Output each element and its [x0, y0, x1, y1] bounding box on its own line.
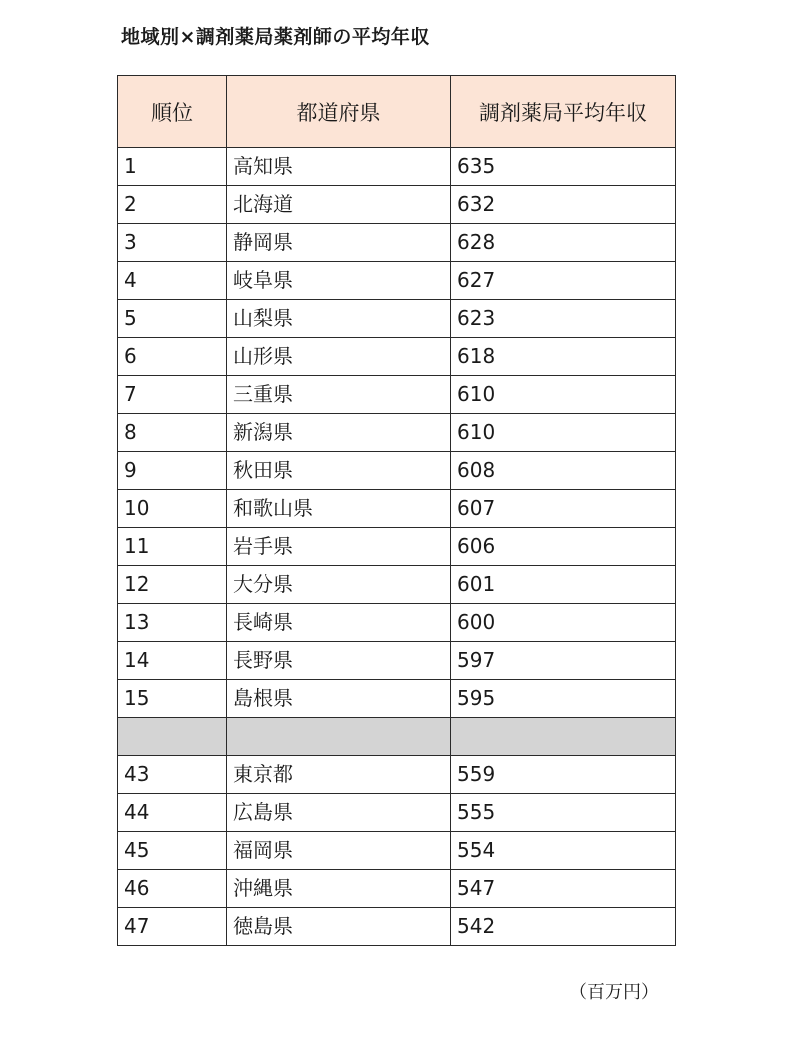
prefecture-cell: 東京都 — [227, 756, 451, 794]
rank-cell: 9 — [118, 452, 227, 490]
table-row — [118, 224, 676, 262]
table-row — [118, 756, 676, 794]
salary-cell: 555 — [451, 794, 676, 832]
prefecture-cell: 大分県 — [227, 566, 451, 604]
prefecture-cell: 長崎県 — [227, 604, 451, 642]
table-row — [118, 338, 676, 376]
prefecture-cell: 山梨県 — [227, 300, 451, 338]
salary-ranking-table — [117, 75, 676, 946]
prefecture-cell: 福岡県 — [227, 832, 451, 870]
table-row — [118, 642, 676, 680]
salary-cell: 627 — [451, 262, 676, 300]
table-row — [118, 452, 676, 490]
prefecture-cell: 沖縄県 — [227, 870, 451, 908]
rank-cell: 10 — [118, 490, 227, 528]
rank-cell: 4 — [118, 262, 227, 300]
rank-cell: 47 — [118, 908, 227, 946]
separator-cell — [227, 718, 451, 756]
table-row — [118, 376, 676, 414]
table-row — [118, 680, 676, 718]
prefecture-cell: 秋田県 — [227, 452, 451, 490]
rank-cell: 14 — [118, 642, 227, 680]
rank-cell: 11 — [118, 528, 227, 566]
salary-cell: 559 — [451, 756, 676, 794]
salary-cell: 632 — [451, 186, 676, 224]
table-row — [118, 300, 676, 338]
table-row — [118, 262, 676, 300]
prefecture-cell: 広島県 — [227, 794, 451, 832]
salary-cell: 635 — [451, 148, 676, 186]
prefecture-cell: 島根県 — [227, 680, 451, 718]
salary-cell: 600 — [451, 604, 676, 642]
salary-cell: 597 — [451, 642, 676, 680]
prefecture-cell: 岩手県 — [227, 528, 451, 566]
rank-cell: 44 — [118, 794, 227, 832]
separator-cell — [451, 718, 676, 756]
rank-cell: 2 — [118, 186, 227, 224]
salary-cell: 554 — [451, 832, 676, 870]
unit-note: （百万円） — [569, 982, 659, 1003]
salary-cell: 610 — [451, 414, 676, 452]
table-row — [118, 148, 676, 186]
rank-cell: 7 — [118, 376, 227, 414]
salary-cell: 623 — [451, 300, 676, 338]
table-row — [118, 566, 676, 604]
prefecture-cell: 高知県 — [227, 148, 451, 186]
table-row — [118, 794, 676, 832]
salary-cell: 610 — [451, 376, 676, 414]
separator-cell — [118, 718, 227, 756]
salary-cell: 601 — [451, 566, 676, 604]
salary-cell: 618 — [451, 338, 676, 376]
column-header-salary: 調剤薬局平均年収 — [451, 76, 676, 148]
prefecture-cell: 三重県 — [227, 376, 451, 414]
rank-cell: 6 — [118, 338, 227, 376]
separator-row — [118, 718, 676, 756]
rank-cell: 5 — [118, 300, 227, 338]
prefecture-cell: 静岡県 — [227, 224, 451, 262]
prefecture-cell: 北海道 — [227, 186, 451, 224]
salary-cell: 542 — [451, 908, 676, 946]
page-title: 地域別×調剤薬局薬剤師の平均年収 — [121, 26, 430, 48]
rank-cell: 15 — [118, 680, 227, 718]
salary-cell: 607 — [451, 490, 676, 528]
salary-cell: 595 — [451, 680, 676, 718]
salary-cell: 606 — [451, 528, 676, 566]
salary-cell: 628 — [451, 224, 676, 262]
prefecture-cell: 徳島県 — [227, 908, 451, 946]
rank-cell: 43 — [118, 756, 227, 794]
rank-cell: 3 — [118, 224, 227, 262]
rank-cell: 45 — [118, 832, 227, 870]
table-row — [118, 870, 676, 908]
salary-cell: 608 — [451, 452, 676, 490]
table-row — [118, 832, 676, 870]
prefecture-cell: 山形県 — [227, 338, 451, 376]
table-row — [118, 414, 676, 452]
rank-cell: 13 — [118, 604, 227, 642]
rank-cell: 12 — [118, 566, 227, 604]
table-row — [118, 604, 676, 642]
table-row — [118, 528, 676, 566]
rank-cell: 1 — [118, 148, 227, 186]
prefecture-cell: 和歌山県 — [227, 490, 451, 528]
table-row — [118, 186, 676, 224]
prefecture-cell: 岐阜県 — [227, 262, 451, 300]
salary-cell: 547 — [451, 870, 676, 908]
table-row — [118, 908, 676, 946]
prefecture-cell: 新潟県 — [227, 414, 451, 452]
rank-cell: 8 — [118, 414, 227, 452]
column-header-prefecture: 都道府県 — [227, 76, 451, 148]
prefecture-cell: 長野県 — [227, 642, 451, 680]
table-row — [118, 490, 676, 528]
rank-cell: 46 — [118, 870, 227, 908]
column-header-rank: 順位 — [118, 76, 227, 148]
table-header-row — [118, 76, 676, 148]
